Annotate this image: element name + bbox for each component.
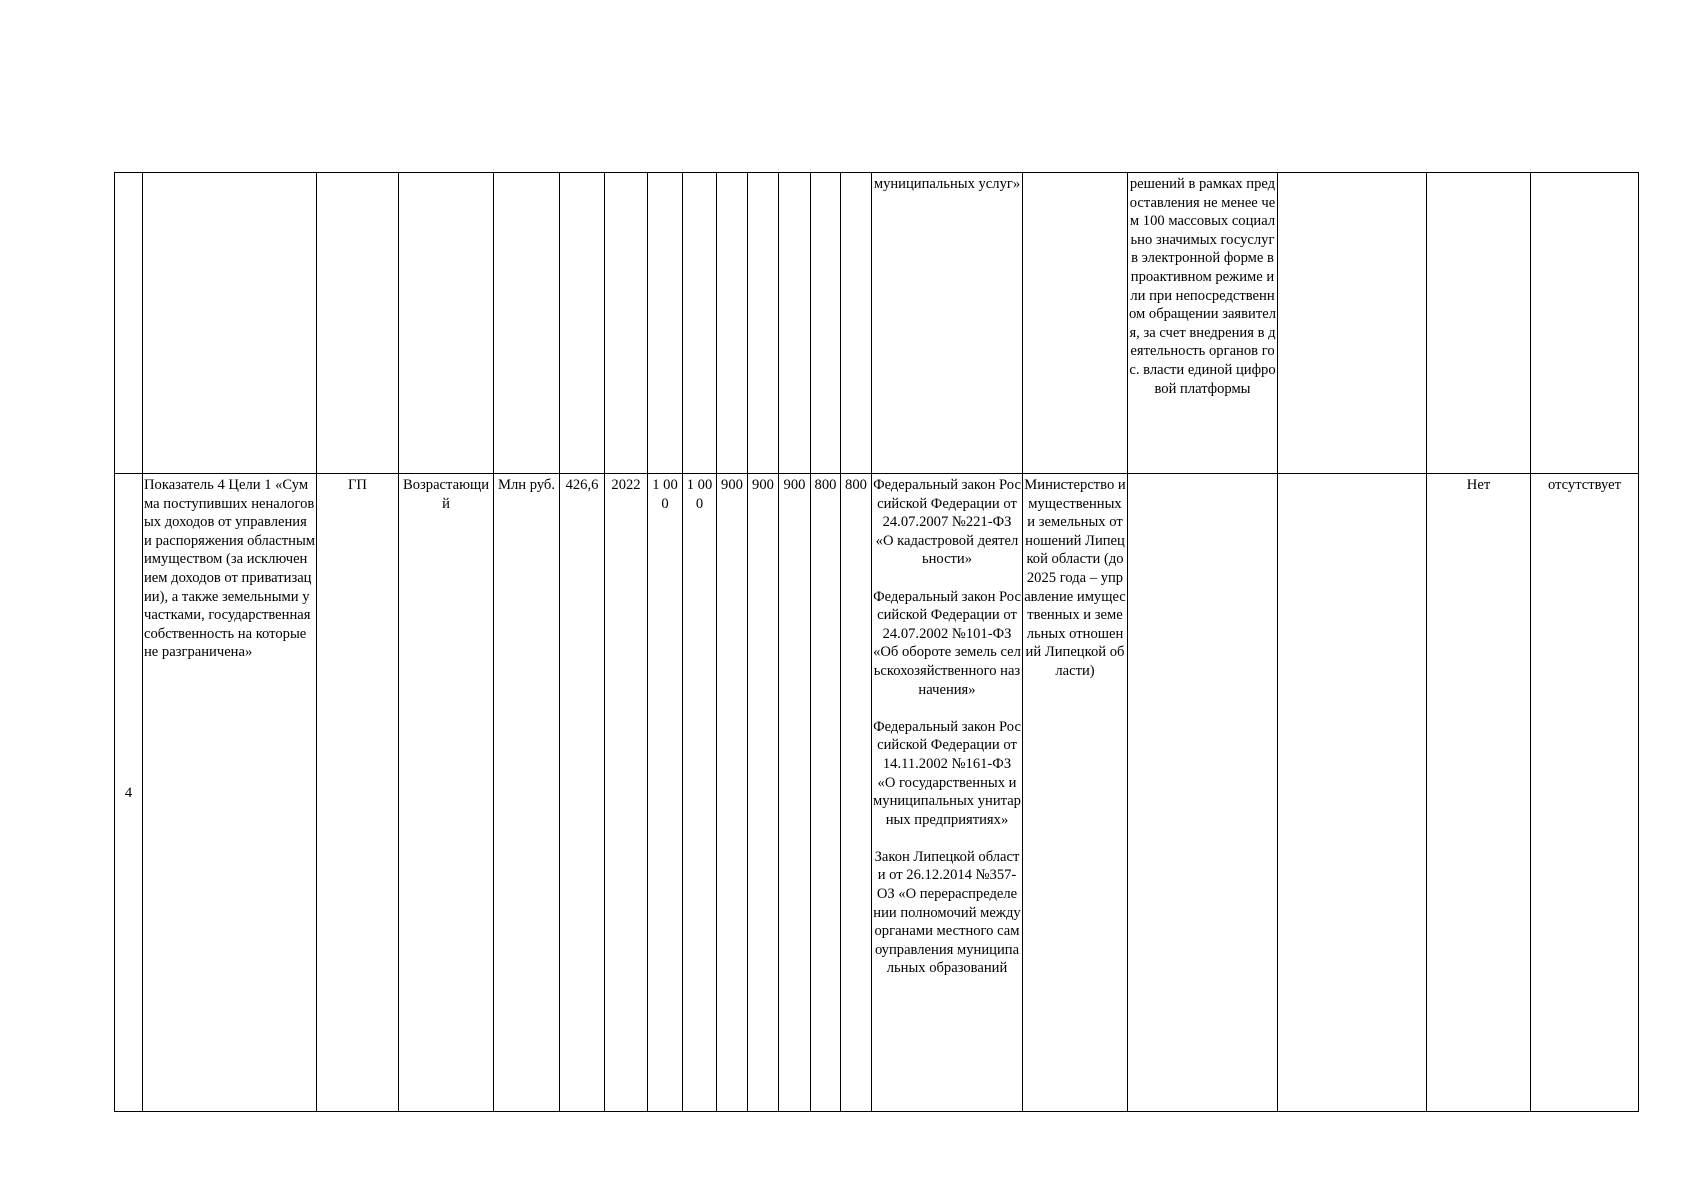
cell-link [1128,474,1278,1112]
cell-level: ГП [317,474,399,1112]
cell-base-year: 2022 [605,474,648,1112]
cell-value: 900 [748,474,779,1112]
cell-value [648,173,683,474]
cell-extra-1 [1278,173,1427,474]
cell-number [115,173,143,474]
cell-extra-2 [1427,173,1531,474]
cell-base-value [560,173,605,474]
cell-number: 4 [115,474,143,1112]
cell-extra-2: Нет [1427,474,1531,1112]
cell-value [779,173,811,474]
cell-responsible: Министерство имущественных и земельных отношений Липецкой области (до 2025 года – управление имущественных и земельных отношений Липецкой области) [1023,474,1128,1112]
cell-value [748,173,779,474]
cell-value [683,173,717,474]
cell-value: 800 [841,474,872,1112]
cell-extra-3: отсутствует [1531,474,1639,1112]
cell-value [717,173,748,474]
cell-value: 1 000 [683,474,717,1112]
document-item: Федеральный закон Российской Федерации от 24.07.2002 №101-ФЗ «Об обороте земель сельскохозяйственного назначения» [873,588,1021,698]
cell-indicator-name [143,173,317,474]
cell-trend [399,173,494,474]
cell-indicator-name: Показатель 4 Цели 1 «Сумма поступивших неналоговых доходов от управления и распоряжения областным имуществом (за исключением доходов от приватизации), а также земельными участками, государственная собственность на которые не разграничена» [143,474,317,1112]
cell-documents: муниципальных услуг» [872,173,1023,474]
cell-value [811,173,841,474]
cell-value [841,173,872,474]
cell-value: 1 000 [648,474,683,1112]
table-row [115,474,1639,1112]
cell-extra-1 [1278,474,1427,1112]
cell-responsible [1023,173,1128,474]
document-item: Федеральный закон Российской Федерации от 24.07.2007 №221-ФЗ «О кадастровой деятельности» [873,477,1021,568]
cell-trend: Возрастающий [399,474,494,1112]
document-item: Закон Липецкой области от 26.12.2014 №357-ОЗ «О перераспределении полномочий между органами местного самоуправления муниципальных образований [873,848,1021,977]
document-item: Федеральный закон Российской Федерации от 14.11.2002 №161-ФЗ «О государственных и муниципальных унитарных предприятиях» [873,718,1021,828]
cell-link: решений в рамках предоставления не менее чем 100 массовых социально значимых госуслуг в электронной форме в проактивном режиме или при непосредственном обращении заявителя, за счет внедрения в деятельность органов гос. власти единой цифровой платформы [1128,173,1278,474]
cell-extra-3 [1531,173,1639,474]
cell-value: 900 [717,474,748,1112]
cell-unit [494,173,560,474]
cell-level [317,173,399,474]
indicators-table [114,172,1639,1112]
cell-base-value: 426,6 [560,474,605,1112]
table-row [115,173,1639,474]
cell-unit: Млн руб. [494,474,560,1112]
cell-base-year [605,173,648,474]
cell-documents [872,474,1023,1112]
cell-value: 900 [779,474,811,1112]
cell-value: 800 [811,474,841,1112]
